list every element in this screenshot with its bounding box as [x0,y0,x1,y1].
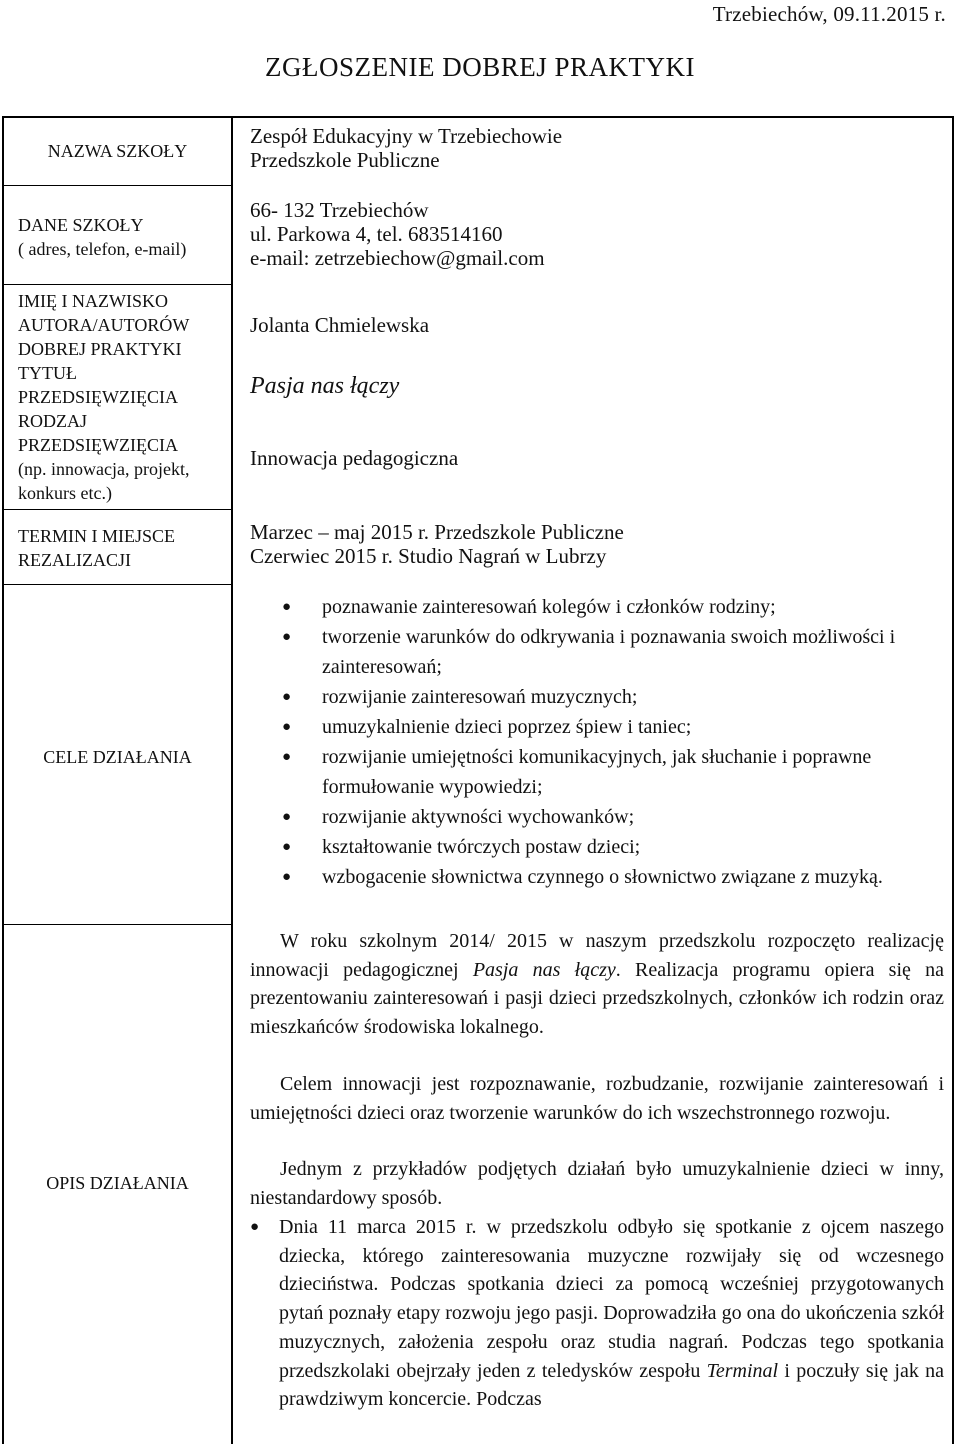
row-divider [4,284,231,285]
value-author: Jolanta Chmielewska [250,313,430,337]
label-project-type: RODZAJ PRZEDSIĘWZIĘCIA (np. innowacja, projekt, konkurs etc.) [18,411,190,503]
row-divider [4,185,231,186]
list-item: ● wzbogacenie słownictwa czynnego o słownictwo związane z muzyką. [250,862,940,892]
description-paragraph: Jednym z przykładów podjętych działań było umuzykalnienie dzieci w inny, niestandardowy sposób. [250,1158,944,1209]
list-item: ● umuzykalnienie dzieci poprzez śpiew i taniec; [250,712,940,742]
row-divider [4,924,231,925]
value-project-title: Pasja nas łączy [250,373,400,399]
value-school-name: Zespół Edukacyjny w Trzebiechowie Przedszkole Publiczne [250,124,563,172]
row-divider [4,509,231,510]
list-item: ● rozwijanie umiejętności komunikacyjnych, jak słuchanie i poprawne formułowanie wypowiedzi; [250,742,940,802]
bullet-icon: ● [250,1219,260,1235]
label-project-title: TYTUŁ PRZEDSIĘWZIĘCIA [18,363,178,407]
label-description: OPIS DZIAŁANIA [46,1173,189,1193]
description-paragraph: W roku szkolnym 2014/ 2015 w naszym przedszkolu rozpoczęto realizację innowacji pedagogicznej Pasja nas łączy. Realizacja programu opiera się na prezentowaniu zainteresowań i pasji dzieci przedszkolnych, członków ich rodzin oraz mieszkańców środowiska lokalnego. [250,930,945,1039]
list-item: ● rozwijanie aktywności wychowanków; [250,802,940,832]
label-author: IMIĘ I NAZWISKO AUTORA/AUTORÓW DOBREJ PRAKTYKI [18,291,190,359]
list-item: ● tworzenie warunków do odkrywania i poznawania swoich możliwości i zainteresowań; [250,622,940,682]
description-bullet: ● Dnia 11 marca 2015 r. w przedszkolu odbyło się spotkanie z ojcem naszego dziecka, którego zainteresowania muzyczne rozwijały się od wczesnego dzieciństwa. Podczas spotkania dzieci za pomocą wcześniej przygotowanych pytań poznały etapy rozwoju jego pasji. Doprowadziła go ona do ukończenia szkół muzycznych, założenia zespołu oraz studia nagrań. Podczas tego spotkania przedszkolaki obejrzały jeden z teledysków zespołu Terminal i poczuły się jak na prawdziwym koncercie. Podczas [250,1213,944,1414]
document-date: Trzebiechów, 09.11.2015 r. [712,2,946,26]
description-paragraph: Celem innowacji jest rozpoznawanie, rozbudzanie, rozwijanie zainteresowań i umiejętności dzieci oraz tworzenie warunków do ich wszechstronnego rozwoju. [250,1073,944,1124]
label-school-data: DANE SZKOŁY ( adres, telefon, e-mail) [18,215,187,259]
value-term-place: Marzec – maj 2015 r. Przedszkole Publiczne Czerwiec 2015 r. Studio Nagrań w Lubrzy [250,520,624,568]
label-term-place: TERMIN I MIEJSCE REZALIZACJI [18,526,175,570]
document-title: ZGŁOSZENIE DOBREJ PRAKTYKI [265,52,695,82]
label-school-name: NAZWA SZKOŁY [47,141,188,161]
list-item: ● rozwijanie zainteresowań muzycznych; [250,682,940,712]
goals-list [250,592,940,892]
value-project-type: Innowacja pedagogiczna [250,446,459,470]
list-item: ● poznawanie zainteresowań kolegów i członków rodziny; [250,592,940,622]
label-goals: CELE DZIAŁANIA [43,747,192,767]
value-school-address: 66- 132 Trzebiechów ul. Parkowa 4, tel. 683514160 e-mail: zetrzebiechow@gmail.com [250,198,545,270]
row-divider [4,584,231,585]
list-item: ● kształtowanie twórczych postaw dzieci; [250,832,940,862]
